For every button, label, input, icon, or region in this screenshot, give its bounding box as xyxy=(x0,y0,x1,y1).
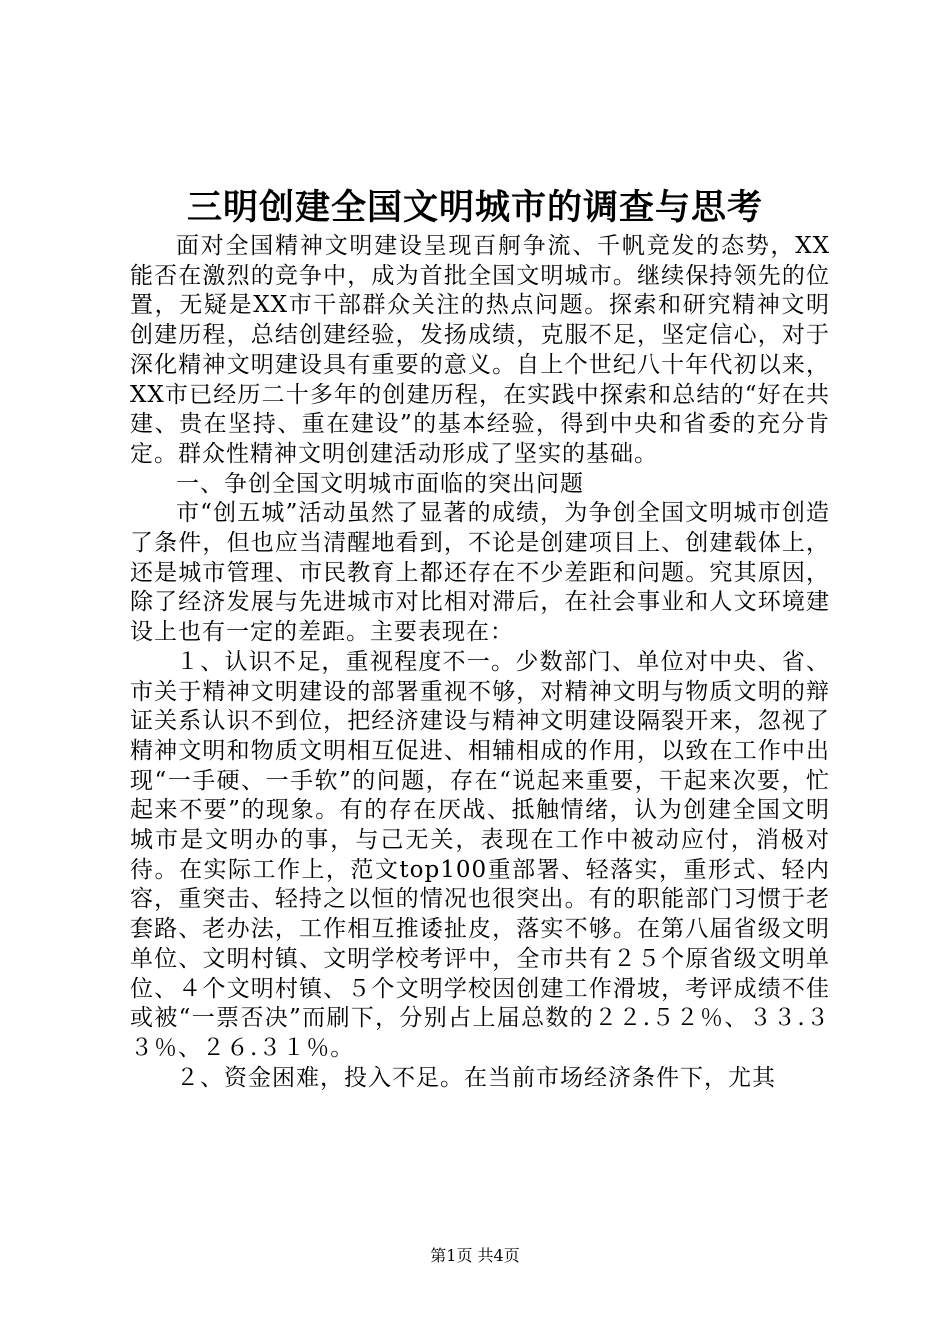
paragraph-overview: 市“创五城”活动虽然了显著的成绩，为争创全国文明城市创造了条件，但也应当清醒地看到，不论是创建项目上、创建载体上，还是城市管理、市民教育上都还存在不少差距和问题。究其原因，除了经济发展与先进城市对比相对滞后，在社会事业和人文环境建设上也有一定的差距。主要表现在： xyxy=(130,500,830,646)
paragraph-point-1: １、认识不足，重视程度不一。少数部门、单位对中央、省、市关于精神文明建设的部署重视不够，对精神文明与物质文明的辩证关系认识不到位，把经济建设与精神文明建设隔裂开来，忽视了精神文明和物质文明相互促进、相辅相成的作用，以致在工作中出现“一手硬、一手软”的问题，存在“说起来重要，干起来次要，忙起来不要”的现象。有的存在厌战、抵触情绪，认为创建全国文明城市是文明办的事，与己无关，表现在工作中被动应付，消极对待。在实际工作上，范文top100重部署、轻落实，重形式、轻内容，重突击、轻持之以恒的情况也很突出。有的职能部门习惯于老套路、老办法，工作相互推诿扯皮，落实不够。在第八届省级文明单位、文明村镇、文明学校考评中，全市共有２５个原省级文明单位、４个文明村镇、５个文明学校因创建工作滑坡，考评成绩不佳或被“一票否决”而刷下，分别占上届总数的２２.５２％、３３.３３％、２６.３１％。 xyxy=(130,648,830,1061)
page-number-footer: 第1页 共4页 xyxy=(430,1246,520,1265)
paragraph-point-2: ２、资金困难，投入不足。在当前市场经济条件下，尤其 xyxy=(176,1064,776,1091)
section-heading: 一、争创全国文明城市面临的突出问题 xyxy=(176,470,584,497)
paragraph-intro: 面对全国精神文明建设呈现百舸争流、千帆竞发的态势，XX能否在激烈的竞争中，成为首批全国文明城市。继续保持领先的位置，无疑是XX市干部群众关注的热点问题。探索和研究精神文明创建历程，总结创建经验，发扬成绩，克服不足，坚定信心，对于深化精神文明建设具有重要的意义。自上个世纪八十年代初以来，XX市已经历二十多年的创建历程，在实践中探索和总结的“好在共建、贵在坚持、重在建设”的基本经验，得到中央和省委的充分肯定。群众性精神文明创建活动形成了坚实的基础。 xyxy=(130,233,830,467)
document-body xyxy=(130,232,830,1093)
document-title: 三明创建全国文明城市的调查与思考 xyxy=(186,187,763,228)
